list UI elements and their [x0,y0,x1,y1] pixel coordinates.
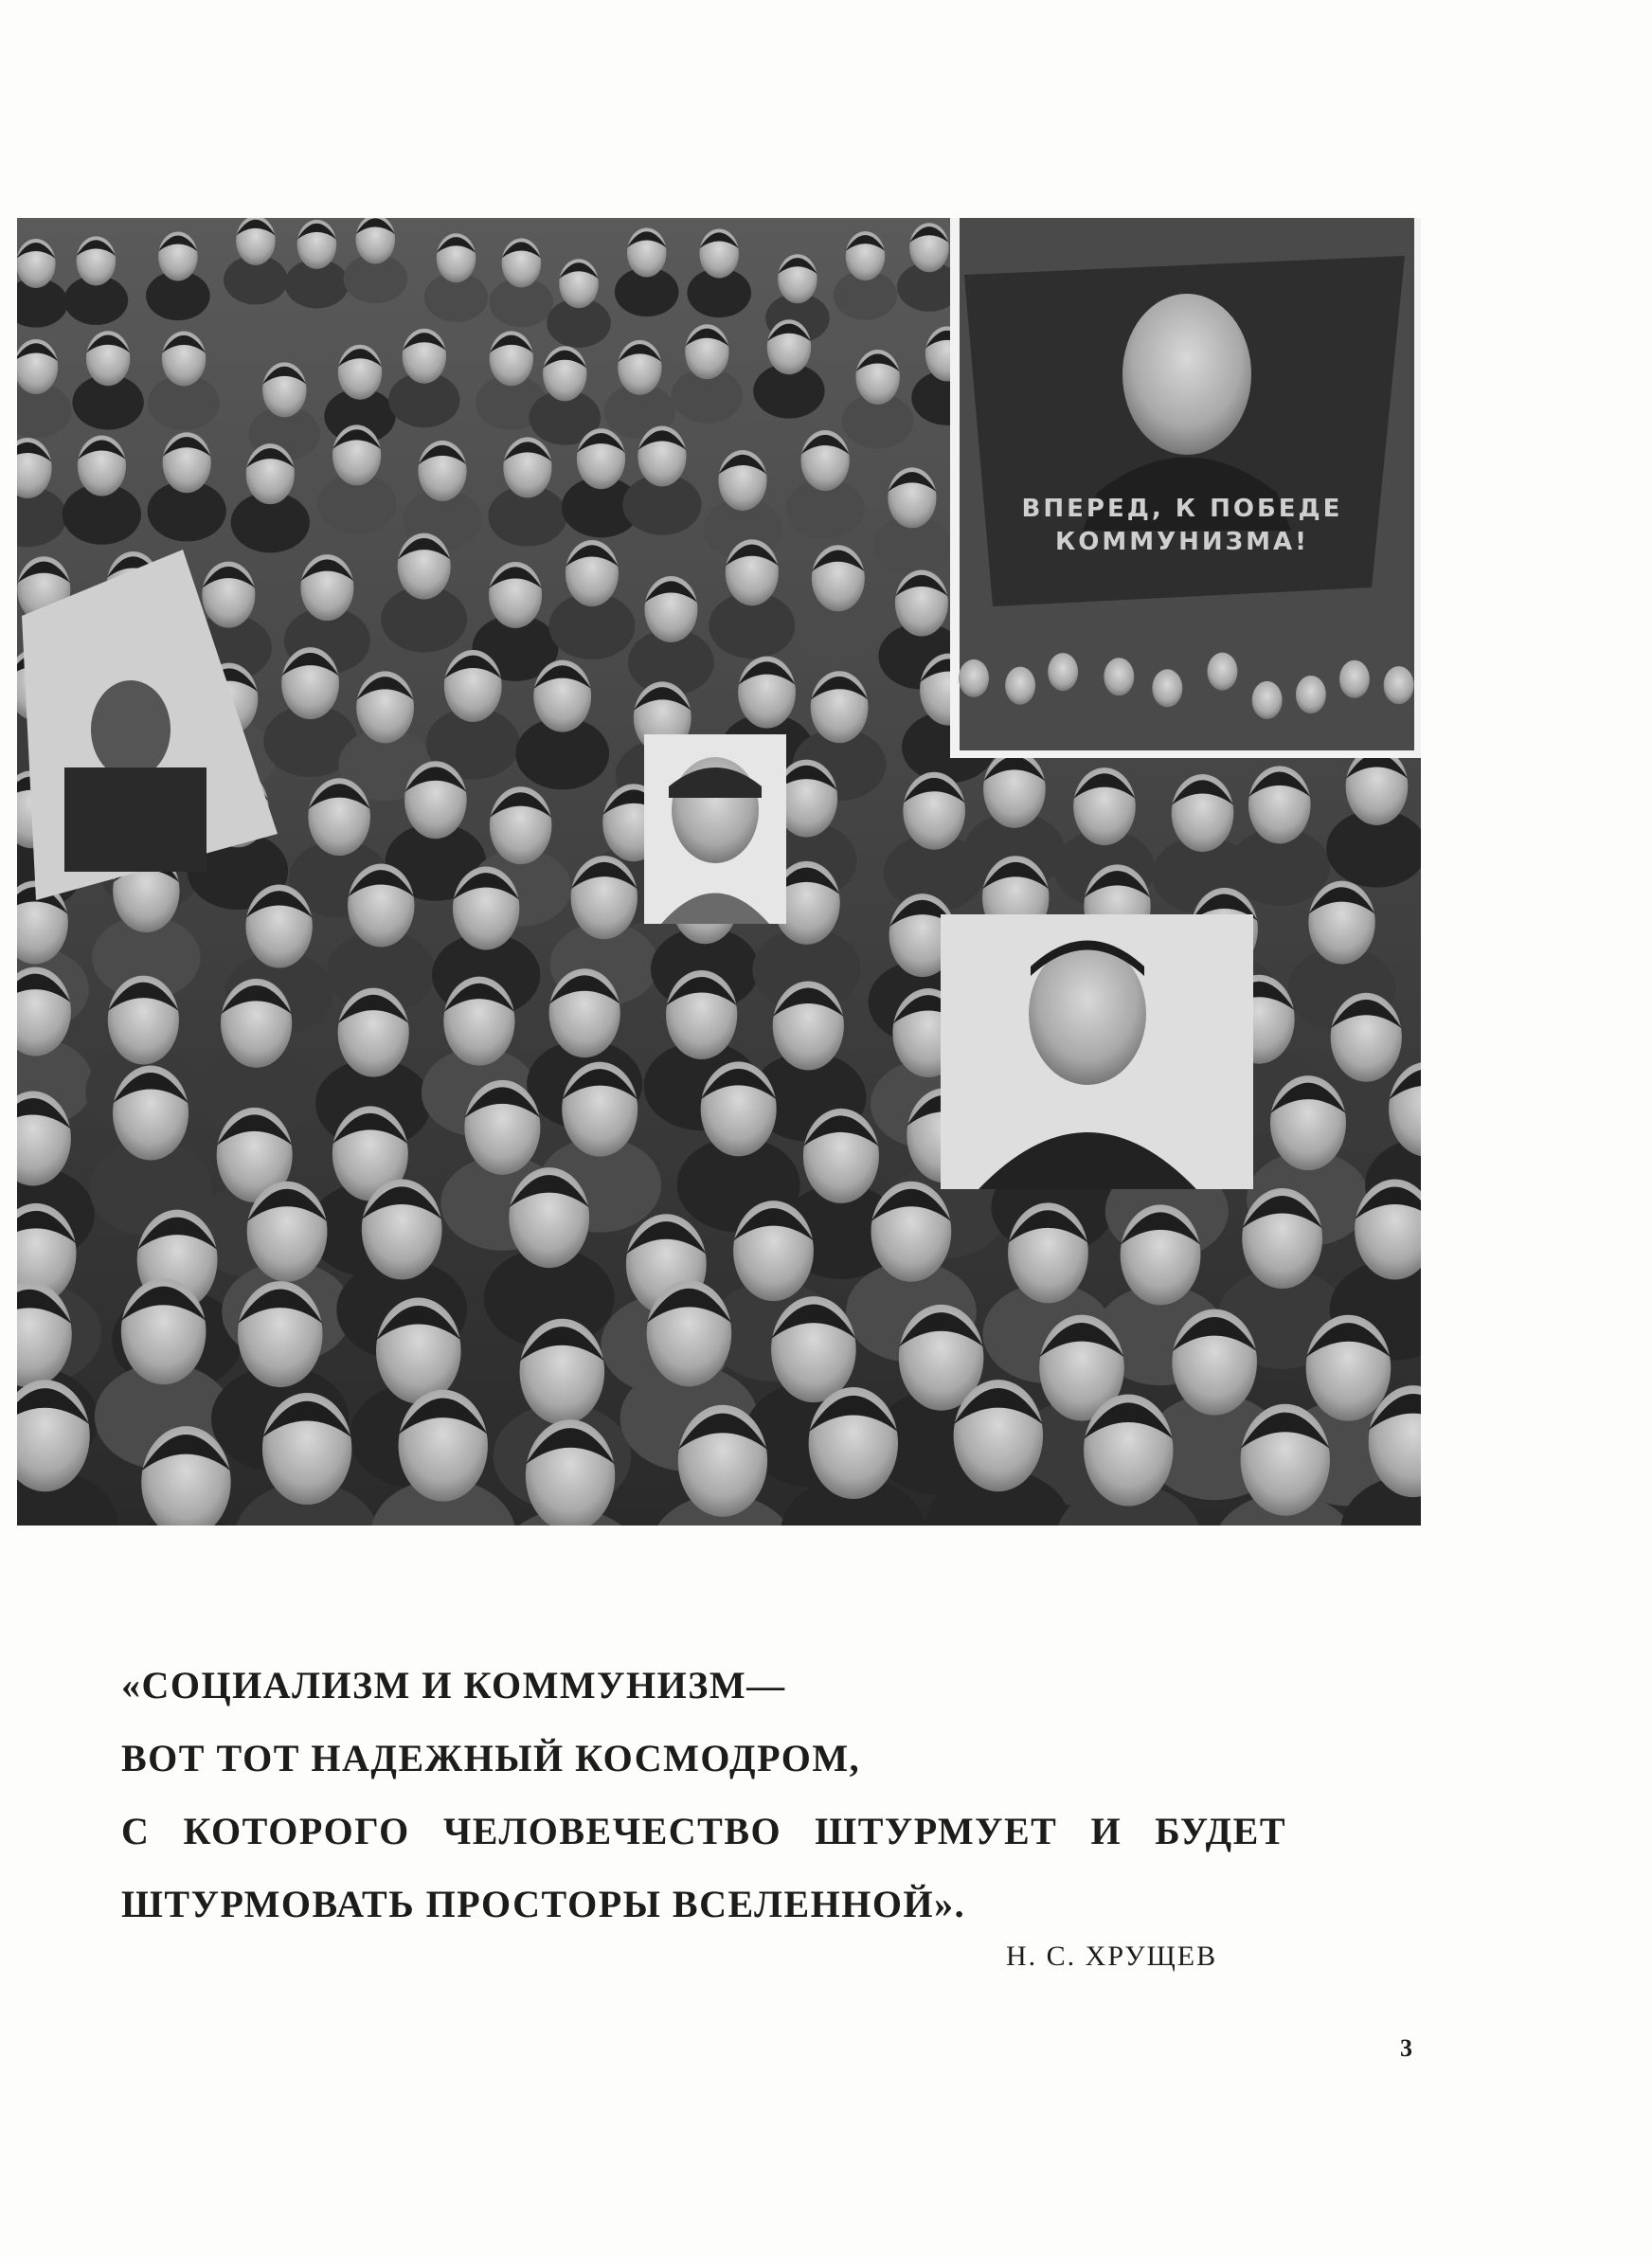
quote-author: Н. С. ХРУЩЕВ [1006,1941,1218,1972]
quote-block [121,1649,1286,1941]
crowd-photo [17,218,1421,1526]
page-number: 3 [1400,2034,1412,2062]
banner-text-2: КОММУНИЗМА! [1055,528,1309,556]
banner-text-1: ВПЕРЕД, К ПОБЕДЕ [1021,495,1343,523]
held-portrait-gagarin [644,734,786,924]
quote-line-4: ШТУРМОВАТЬ ПРОСТОРЫ ВСЕЛЕННОЙ». [121,1883,966,1925]
quote-line-1: «СОЦИАЛИЗМ И КОММУНИЗМ— [121,1664,786,1706]
inset-photo [950,218,1421,758]
crowd-photo-illustration [17,218,1421,1526]
held-portrait-titov [941,914,1253,1189]
quote-line-2: ВОТ ТОТ НАДЕЖНЫЙ КОСМОДРОМ, [121,1737,861,1779]
quote-line-3: С КОТОРОГО ЧЕЛОВЕЧЕСТВО ШТУРМУЕТ И БУДЕТ [121,1810,1286,1852]
